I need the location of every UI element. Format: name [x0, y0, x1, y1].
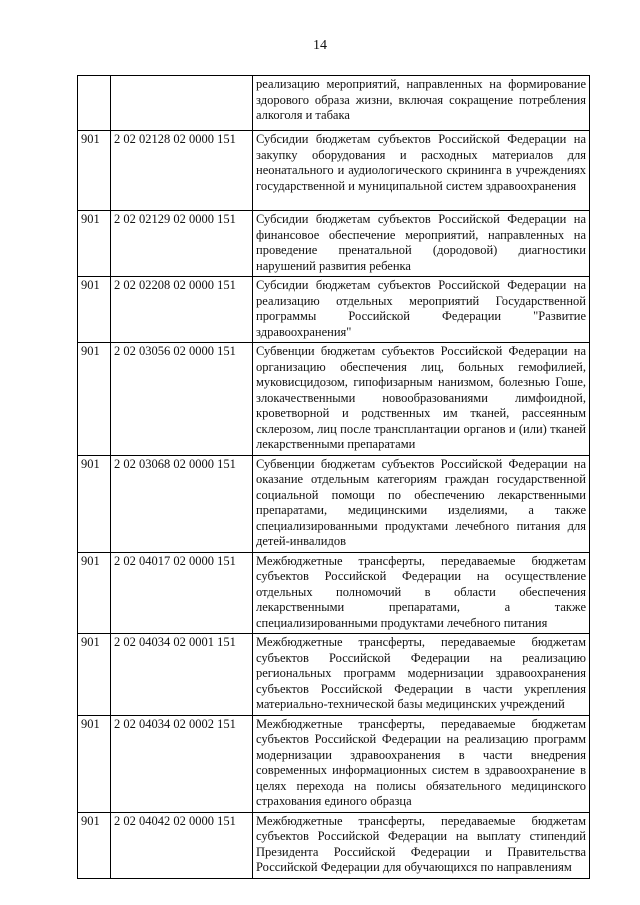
- budget-code-cell: 2 02 02129 02 0000 151: [111, 211, 253, 277]
- admin-code-cell: 901: [78, 455, 111, 552]
- description-cell: Межбюджетные трансферты, передаваемые бюджетам субъектов Российской Федерации на реализацию региональных программ модернизации здравоохранения субъектов Российской Федерации в части укрепления материально-технической базы медицинских учреждений: [253, 634, 590, 716]
- admin-code-cell: [78, 76, 111, 131]
- budget-code-cell: 2 02 04034 02 0002 151: [111, 715, 253, 812]
- description-cell: Межбюджетные трансферты, передаваемые бюджетам субъектов Российской Федерации на осуществление отдельных полномочий в области обеспечения лекарственными препаратами, а также специализированными продуктами лечебного питания: [253, 552, 590, 634]
- table-row: [78, 211, 590, 277]
- admin-code-cell: 901: [78, 812, 111, 878]
- admin-code-cell: 901: [78, 211, 111, 277]
- budget-code-cell: 2 02 04034 02 0001 151: [111, 634, 253, 716]
- description-cell: Межбюджетные трансферты, передаваемые бюджетам субъектов Российской Федерации на выплату стипендий Президента Российской Федерации и Правительства Российской Федерации для обучающихся по направлениям: [253, 812, 590, 878]
- admin-code-cell: 901: [78, 552, 111, 634]
- admin-code-cell: 901: [78, 131, 111, 211]
- budget-code-cell: [111, 76, 253, 131]
- description-cell: Субвенции бюджетам субъектов Российской Федерации на организацию обеспечения лиц, больных гемофилией, муковисцидозом, гипофизарным нанизмом, болезнью Гоше, злокачественными новообразованиями лимфоидной, кроветворной и родственных им тканей, рассеянным склерозом, лиц после трансплантации органов и (или) тканей лекарственными препаратами: [253, 343, 590, 456]
- table-row: [78, 455, 590, 552]
- table-row: [78, 277, 590, 343]
- table-row: [78, 812, 590, 878]
- table-row: [78, 76, 590, 131]
- budget-code-cell: 2 02 03068 02 0000 151: [111, 455, 253, 552]
- table-row: [78, 634, 590, 716]
- table-row: [78, 343, 590, 456]
- table-row: [78, 131, 590, 211]
- description-cell: Субвенции бюджетам субъектов Российской Федерации на оказание отдельным категориям граждан государственной социальной помощи по обеспечению лекарственными препаратами, медицинскими изделиями, а также специализированными продуктами лечебного питания для детей-инвалидов: [253, 455, 590, 552]
- description-cell: реализацию мероприятий, направленных на формирование здорового образа жизни, включая сокращение потребления алкоголя и табака: [253, 76, 590, 131]
- admin-code-cell: 901: [78, 715, 111, 812]
- page-number: 14: [313, 38, 327, 53]
- description-cell: Субсидии бюджетам субъектов Российской Федерации на реализацию отдельных мероприятий Государственной программы Российской Федерации "Развитие здравоохранения": [253, 277, 590, 343]
- budget-code-cell: 2 02 04017 02 0000 151: [111, 552, 253, 634]
- table-row: [78, 552, 590, 634]
- admin-code-cell: 901: [78, 634, 111, 716]
- budget-code-cell: 2 02 02208 02 0000 151: [111, 277, 253, 343]
- budget-code-cell: 2 02 02128 02 0000 151: [111, 131, 253, 211]
- budget-code-cell: 2 02 03056 02 0000 151: [111, 343, 253, 456]
- table-row: [78, 715, 590, 812]
- description-cell: Субсидии бюджетам субъектов Российской Федерации на закупку оборудования и расходных материалов для неонатального и аудиологического скрининга в учреждениях государственной и муниципальной систем здравоохранения: [253, 131, 590, 211]
- description-cell: Межбюджетные трансферты, передаваемые бюджетам субъектов Российской Федерации на реализацию программ модернизации здравоохранения в части внедрения современных информационных систем в здравоохранение в целях перехода на полисы обязательного медицинского страхования единого образца: [253, 715, 590, 812]
- budget-classification-table: [77, 75, 590, 879]
- description-cell: Субсидии бюджетам субъектов Российской Федерации на финансовое обеспечение мероприятий, направленных на проведение пренатальной (дородовой) диагностики нарушений развития ребенка: [253, 211, 590, 277]
- admin-code-cell: 901: [78, 343, 111, 456]
- budget-code-cell: 2 02 04042 02 0000 151: [111, 812, 253, 878]
- admin-code-cell: 901: [78, 277, 111, 343]
